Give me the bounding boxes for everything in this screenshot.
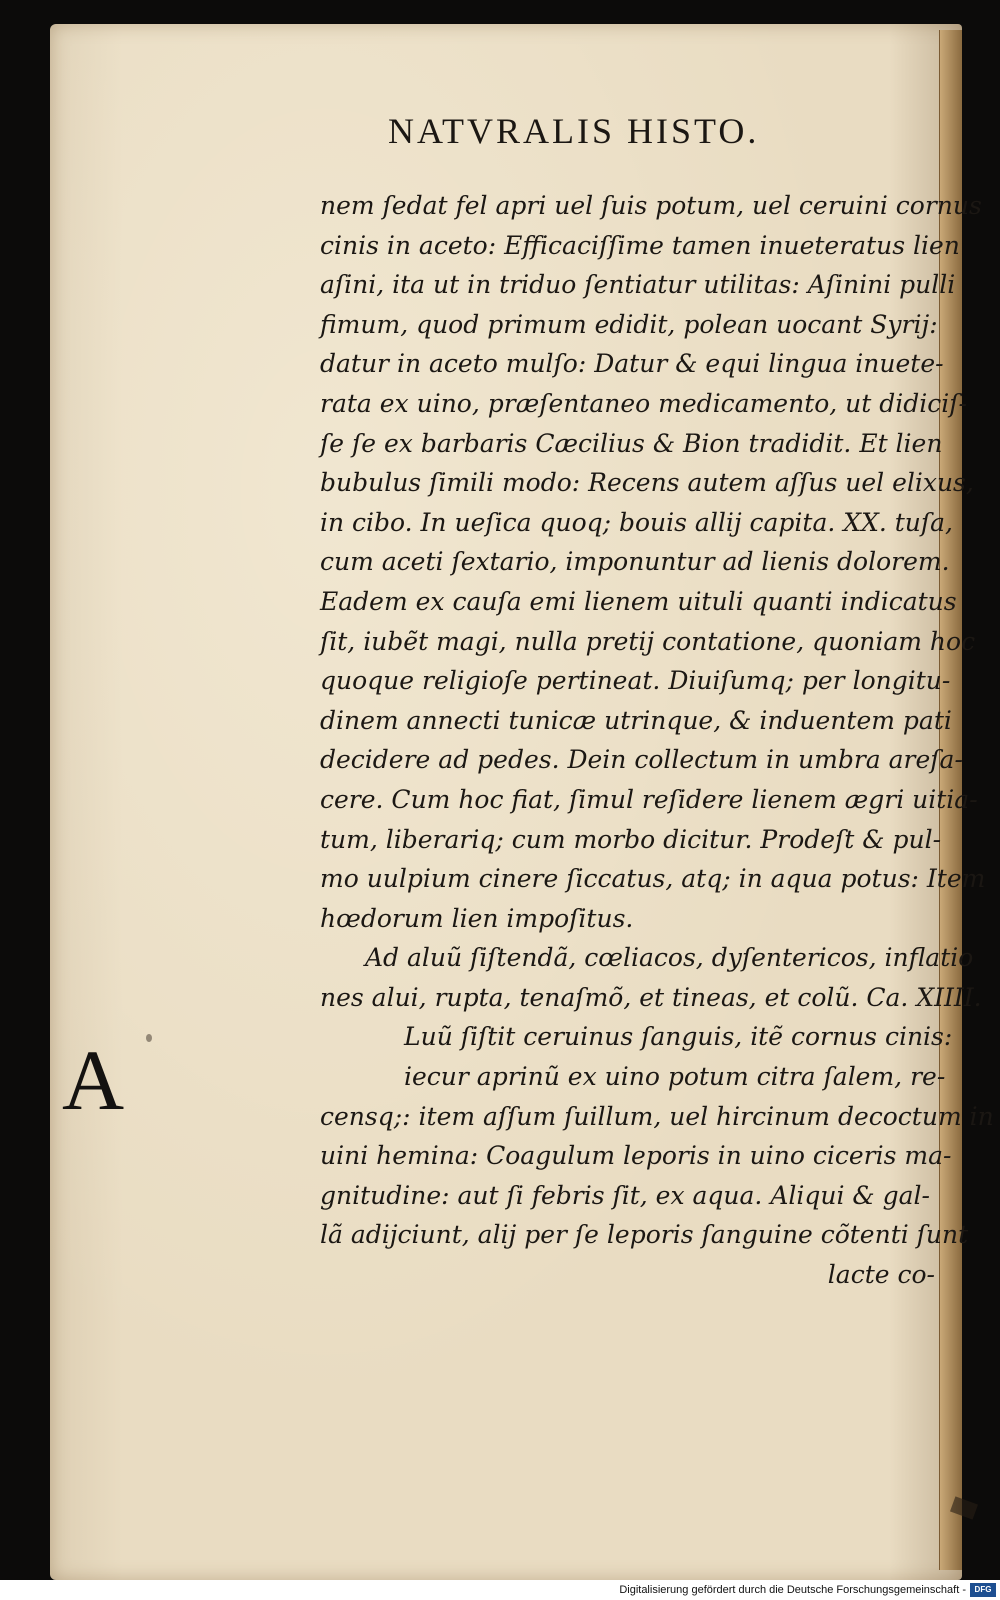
chapter-heading-line-1: Ad aluũ ſiſtendã, cœliacos, dyſentericos, inflatio <box>365 943 974 973</box>
text-line-12: ſit, iubẽt magi, nulla pretij contatione, quoniam hoc <box>320 626 976 656</box>
text-line-1: nem ſedat fel apri uel ſuis potum, uel ceruini cornus <box>320 191 982 220</box>
footer-credit: Digitalisierung gefördert durch die Deutsche Forschungsgemeinschaft - <box>619 1584 966 1596</box>
chapter-line-2: iecur aprinũ ex uino potum citra ſalem, re- <box>404 1062 946 1092</box>
text-line-17: tum, liberariq; cum morbo dicitur. Prodeſt & pul- <box>320 824 942 854</box>
catchword: lacte co- <box>827 1260 935 1290</box>
dfg-logo: DFG <box>970 1583 996 1597</box>
digitization-footer <box>0 1580 1000 1600</box>
text-line-18: mo uulpium cinere ſiccatus, atq; in aqua potus: Item <box>320 864 986 894</box>
running-title: NATVRALIS HISTO. <box>388 111 760 151</box>
text-line-9: in cibo. In ueſica quoq; bouis allij capita. XX. tuſa, <box>320 507 954 537</box>
text-line-19: hœdorum lien impoſitus. <box>320 903 634 933</box>
text-line-5: datur in aceto mulſo: Datur & equi lingua inuete- <box>320 349 944 379</box>
text-line-16: cere. Cum hoc fiat, ſimul reſidere lienem ægri uitia- <box>320 784 978 814</box>
chapter-line-3: censq;: item aſſum ſuillum, uel hircinum decoctum in <box>320 1101 994 1131</box>
text-line-3: aſini, ita ut in triduo ſentiatur utilitas: Aſinini pulli <box>320 270 956 300</box>
book-page <box>50 24 994 1580</box>
text-line-10: cum aceti ſextario, imponuntur ad lienis dolorem. <box>320 547 950 577</box>
chapter-line-4: uini hemina: Coagulum leporis in uino ciceris ma- <box>320 1141 952 1171</box>
text-line-11: Eadem ex cauſa emi lienem uituli quanti indicatus <box>320 586 957 616</box>
text-line-13: quoque religioſe pertineat. Diuiſumq; per longitu- <box>320 666 951 696</box>
text-line-8: bubulus ſimili modo: Recens autem aſſus uel elixus, <box>320 468 974 498</box>
chapter-heading-line-2: nes alui, rupta, tenaſmõ, et tineas, et colũ. Ca. XIIII. <box>320 982 982 1012</box>
text-line-7: ſe ſe ex barbaris Cæcilius & Bion tradidit. Et lien <box>320 428 943 458</box>
text-line-2: cinis in aceto: Efficaciſſime tamen inueteratus lien <box>320 230 960 260</box>
text-line-14: dinem annecti tunicæ utrinque, & induentem pati <box>320 705 952 735</box>
chapter-line-1: Luũ ſiſtit ceruinus ſanguis, itẽ cornus cinis: <box>404 1022 953 1052</box>
text-line-4: fimum, quod primum edidit, polean uocant Syrij: <box>320 309 938 339</box>
text-line-6: rata ex uino, præſentaneo medicamento, ut didiciſ- <box>320 388 967 418</box>
chapter-line-5: gnitudine: aut ſi febris ſit, ex aqua. Aliqui & gal- <box>320 1180 930 1210</box>
text-line-15: decidere ad pedes. Dein collectum in umbra areſa- <box>320 745 963 775</box>
chapter-line-6: lã adijciunt, alij per ſe leporis ſanguine cõtenti ſunt <box>320 1220 969 1250</box>
drop-cap-initial: A <box>62 1032 125 1128</box>
ink-spot <box>146 1034 152 1042</box>
text-block <box>320 186 994 1295</box>
